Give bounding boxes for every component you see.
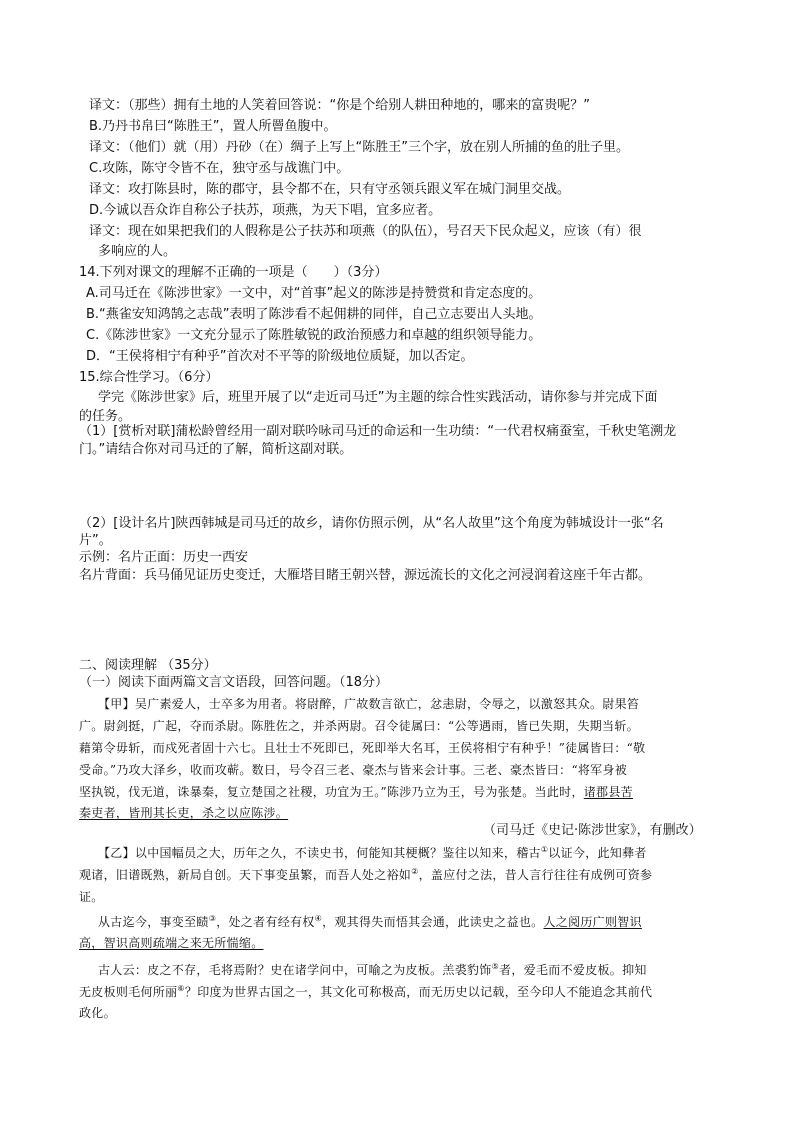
q14-stem: 14.下列对课文的理解不正确的一项是（ ）（3分）	[79, 265, 388, 280]
underlined-sentence-cont: 高，智识高则疏端之来无所惴缩。	[79, 936, 264, 950]
underlined-sentence: 人之阅历广则智识	[543, 915, 642, 929]
q15-intro: 学完《陈涉世家》后，班里开展了以“走近司马迁”为主题的综合性实践活动，请你参与并完成下面	[98, 390, 658, 405]
passage-yi-line: 证。	[79, 890, 104, 904]
footnote-marker: ②	[411, 867, 419, 876]
q14-option-a: A.司马迁在《陈涉世家》一文中，对“首事”起义的陈涉是持赞赏和肯定态度的。	[86, 286, 542, 301]
q15-part1: （1）[赏析对联]蒲松龄曾经用一副对联吟咏司马迁的命运和一生功绩：“一代君权痛蚕室，千秋史笔溯龙	[79, 424, 677, 439]
q15-part2-cont: 片”。	[79, 533, 112, 548]
passage-jia-line: 坚执锐，伐无道，诛暴秦，复立楚国之社稷，功宜为王。”陈涉乃立为王，号为张楚。当此时，诸郡县苦	[79, 785, 633, 799]
passage-yi-line: 【乙】以中国幅员之大，历年之久，不读史书，何能知其梗概？鉴往以知来，稽古①以证今，此知彝者	[98, 845, 647, 860]
passage-jia-line: 广。尉剑挺，广起，夺而杀尉。陈胜佐之，并杀两尉。召令徒属曰：“公等遇雨，皆已失期，失期当斩。	[79, 719, 639, 733]
passage-yi-line: 观诸，旧谱既熟，新局自创。天下事变虽繁，而吾人处之裕如②，盖应付之法，昔人言行往往有成例可资参	[79, 867, 653, 882]
footnote-marker: ④	[314, 914, 323, 923]
section2-title: 二、阅读理解 （35分）	[79, 658, 217, 673]
q13-translation-b: 译文：（他们）就（用）丹砂（在）绸子上写上“陈胜王”三个字，放在别人所捕的鱼的肚子里。	[89, 140, 629, 155]
section2-subtitle: （一）阅读下面两篇文言文语段，回答问题。（18分）	[79, 675, 389, 690]
q13-translation-d: 译文：现在如果把我们的人假称是公子扶苏和项燕（的队伍），号召天下民众起义，应该（有）很	[89, 224, 642, 239]
q15-stem: 15.综合性学习。（6分）	[79, 370, 219, 385]
underlined-sentence: 诸郡县苦	[583, 785, 633, 799]
footnote-marker: ①	[540, 845, 549, 854]
q13-option-b: B.乃丹书帛曰“陈胜王”，置人所罾鱼腹中。	[89, 119, 337, 134]
footnote-marker: ⑥	[177, 984, 185, 993]
q15-part1-cont: 门。”请结合你对司马迁的了解，简析这副对联。	[79, 442, 353, 457]
q15-intro-cont: 的任务。	[79, 409, 132, 424]
q15-example-front: 示例：名片正面：历史一西安	[79, 550, 249, 565]
passage-jia-source: （司马迁《史记·陈涉世家》，有删改）	[483, 823, 702, 838]
passage-yi-line: 从古迄今，事变至赜③，处之者有经有权④，观其得失而悟其会通，此读史之益也。人之阅历广则智识	[98, 914, 642, 929]
passage-jia-line: 藉第令毋斩，而戍死者固十六七。且壮士不死即已，死即举大名耳，王侯将相宁有种乎！”徒属皆曰：“敬	[79, 741, 646, 755]
q13-translation-d-cont: 多响应的人。	[98, 244, 177, 259]
footnote-marker: ⑤	[491, 962, 500, 971]
q14-option-b: B.“燕雀安知鸿鹄之志哉”表明了陈涉看不起佣耕的同伴，自己立志要出人头地。	[86, 307, 542, 322]
passage-yi-line: 政化。	[79, 1006, 116, 1020]
q13-option-d: D.今诚以吾众诈自称公子扶苏，项燕，为天下唱，宜多应者。	[89, 203, 442, 218]
q13-translation-a: 译文：（那些）拥有土地的人笑着回答说：“你是个给别人耕田种地的，哪来的富贵呢？”	[89, 98, 590, 113]
passage-yi-line: 古人云：皮之不存，毛将焉附？史在诸学问中，可喻之为皮板。羔裘豹饰⑤者，爱毛而不爱皮板。抑知	[98, 962, 647, 977]
passage-jia-line: 【甲】吴广素爱人，士卒多为用者。将尉醉，广故数言欲亡，忿恚尉，令辱之，以激怒其众。尉果笞	[98, 697, 640, 711]
q15-part2: （2）[设计名片]陕西韩城是司马迁的故乡，请你仿照示例，从“名人故里”这个角度为韩城设计一张“名	[79, 516, 664, 531]
q14-option-c: C.《陈涉世家》一文充分显示了陈胜敏锐的政治预感力和卓越的组织领导能力。	[86, 328, 542, 343]
underlined-sentence-cont: 秦吏者，皆刑其长吏，杀之以应陈涉。	[79, 806, 289, 820]
q14-option-d: D．“王侯将相宁有种乎”首次对不平等的阶级地位质疑，加以否定。	[86, 349, 474, 364]
q13-translation-c: 译文：攻打陈县时，陈的郡守，县令都不在，只有守丞领兵跟义军在城门洞里交战。	[89, 182, 571, 197]
footnote-marker: ③	[208, 914, 217, 923]
passage-yi-line: 无皮板则毛何所丽⑥？印度为世界古国之一，其文化可称极高，而无历史以记载，至今印人不能追念其前代	[79, 984, 653, 999]
q13-option-c: C.攻陈，陈守令皆不在，独守丞与战谯门中。	[89, 161, 350, 176]
q15-example-back: 名片背面：兵马俑见证历史变迁，大雁塔目睹王朝兴替，源远流长的文化之河浸润着这座千年古都。	[79, 568, 652, 583]
passage-jia-line: 受命。”乃攻大泽乡，收而攻蕲。数日，号令召三老、豪杰与皆来会计事。三老、豪杰皆曰：“将军身被	[79, 763, 628, 777]
